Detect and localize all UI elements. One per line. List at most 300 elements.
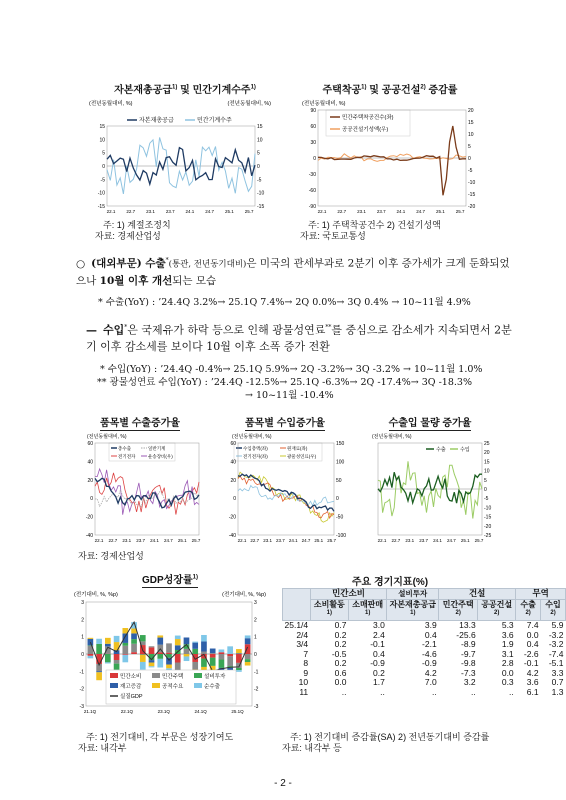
housing-xtick: 24.7 [416, 209, 426, 214]
import-legend-4: 광물성연료(우) [287, 454, 317, 459]
import-ytick-right: 150 [336, 441, 345, 447]
export-item-title: 품목별 수출증가율 [99, 418, 181, 429]
gdp-ytick: 1 [81, 634, 84, 641]
gdp-bar [192, 649, 198, 654]
dash-mark: — [86, 323, 97, 337]
volume-ytick-right: 10 [484, 468, 490, 475]
page-number: - 2 - [274, 778, 292, 789]
volume-unit: (전년동월대비, %) [372, 434, 412, 440]
gdp-bar [184, 649, 190, 654]
volume-ytick-right: 0 [484, 487, 487, 493]
gdp-right-unit: (전기대비, %, %p) [222, 592, 266, 598]
volume-chart [362, 429, 498, 551]
gdp-bar [210, 658, 216, 666]
table-cell: 3.2 [463, 677, 476, 688]
capex-xtick: 25.7 [244, 209, 254, 214]
gdp-bar [88, 656, 94, 658]
table-subheader: 자본재총공급$^{1)}$ [387, 599, 439, 621]
table-row [283, 678, 566, 688]
capex-ytick: 15 [99, 124, 105, 130]
housing-xtick: 22.1 [317, 209, 327, 214]
table-cell: -2.6 [523, 648, 539, 659]
export-item-unit: (전년동월대비, %) [87, 434, 127, 440]
table-cell: 0.3 [501, 677, 514, 688]
table-cell: 2.4 [373, 629, 385, 640]
export-xtick: 24.7 [163, 538, 173, 543]
table-row [283, 621, 566, 631]
gdp-bar [114, 654, 120, 660]
capex-ytick-right: 10 [257, 137, 263, 144]
export-legend-2: 일반기계 [148, 446, 166, 451]
table-corner [283, 589, 311, 621]
gdp-bar [88, 638, 94, 639]
import-xtick: 24.1 [288, 538, 298, 543]
indicator-table [282, 588, 566, 697]
housing-chart-title: 주택착공$^{1)}$ 및 공공건설$^{2)}$ 증감률 [322, 84, 458, 96]
housing-ytick-right: -15 [468, 192, 476, 198]
capex-chart-title: 자본재총공급$^{1)}$ 및 민간기계수주$^{1)}$ [114, 84, 256, 96]
import-xtick: 25.1 [314, 538, 324, 543]
export-legend-3: 전기전자 [118, 454, 136, 459]
gdp-bar [245, 654, 251, 659]
gdp-bar [192, 642, 198, 643]
gdp-bar [166, 653, 172, 654]
gdp-bar [157, 638, 163, 645]
table-cell: .. [341, 686, 347, 697]
gdp-ytick-right: 1 [254, 634, 257, 641]
gdp-ytick: 3 [81, 600, 84, 606]
import-item-title: 품목별 수입증가율 [244, 418, 326, 429]
housing-ytick: 60 [310, 124, 316, 130]
gdp-bar [236, 649, 242, 653]
table-cell: 0.7 [334, 620, 347, 631]
gdp-bar [166, 643, 172, 652]
export-item-legend [109, 443, 175, 461]
table-cell: 0.6 [334, 667, 347, 678]
gdp-bar [140, 654, 146, 655]
gdp-bar [175, 636, 181, 640]
table-group-construction: 건설 [439, 589, 516, 600]
capex-left-unit: (전년동월대비, %) [89, 101, 133, 107]
gdp-bar [245, 638, 251, 644]
import-ytick: 40 [230, 459, 236, 466]
table-cell: -25.6 [456, 629, 476, 640]
table-row-label: 10 [298, 677, 309, 688]
capex-ytick: 0 [102, 164, 105, 170]
gdp-bar [105, 644, 111, 647]
table-cell: 13.3 [459, 620, 476, 631]
gdp-bar [157, 635, 163, 637]
table-cell: 2.8 [501, 658, 514, 669]
gdp-bar [88, 654, 94, 656]
table-cell: 3.9 [424, 620, 437, 631]
gdp-bar [122, 655, 128, 662]
gdp-left-unit: (전기대비, %, %p) [74, 592, 118, 598]
housing-xtick: 25.1 [436, 209, 445, 214]
table-cell: 7.4 [526, 620, 539, 631]
gdp-xtick: 25.1Q [231, 709, 244, 714]
table-title: 주요 경기지표(%) [351, 577, 429, 588]
table-subheader: 공공건설$^{2)}$ [478, 599, 516, 621]
gdp-bar [122, 654, 128, 655]
table-cell: -3.2 [548, 639, 564, 650]
gdp-bar [227, 656, 233, 666]
table-subheader: 민간주택$^{2)}$ [439, 599, 478, 621]
table-cell: 0.0 [501, 667, 514, 678]
housing-ytick: -60 [308, 188, 316, 194]
import-xtick: 23.7 [276, 538, 285, 543]
housing-ytick-right: 0 [468, 156, 471, 162]
gdp-bar [227, 654, 233, 656]
capex-ytick: -10 [97, 190, 105, 197]
gdp-bar [192, 643, 198, 649]
export-xtick: 25.7 [191, 538, 201, 543]
import-item-legend [234, 443, 322, 461]
export-xtick: 25.1 [177, 538, 187, 543]
gdp-ytick-right: 2 [254, 617, 257, 624]
gdp-bar [122, 633, 128, 642]
table-cell: -7.4 [548, 648, 564, 659]
capex-ytick: -5 [100, 177, 105, 184]
gdp-bar [149, 660, 155, 662]
table-cell: -0.5 [331, 648, 347, 659]
gdp-note: 주: 1) 전기대비, 각 부문은 성장기여도 [86, 732, 234, 742]
gdp-bar [105, 662, 111, 663]
gdp-xtick: 21.1Q [83, 709, 97, 714]
gdp-xtick: 22.1Q [120, 709, 134, 714]
export-ytick: -20 [85, 514, 93, 521]
volume-xtick: 23.7 [419, 538, 428, 543]
volume-xtick: 24.1 [433, 538, 442, 543]
housing-xtick: 23.1 [357, 209, 366, 214]
table-cell: 5.3 [501, 620, 514, 631]
gdp-bar [131, 639, 137, 644]
housing-legend-1: 민간주택착공건수(좌) [342, 115, 394, 121]
gdp-ytick: 2 [81, 617, 84, 624]
volume-xtick: 25.7 [474, 538, 484, 543]
table-cell: -3.2 [548, 629, 564, 640]
table-group-capex: 설비투자 [387, 589, 439, 600]
table-cell: 0.4 [373, 648, 385, 659]
gdp-bar [140, 662, 146, 670]
volume-ytick-right: 15 [484, 459, 490, 466]
capex-xtick: 25.1 [225, 209, 234, 214]
volume-xtick: 24.7 [446, 538, 456, 543]
capex-xtick: 24.7 [205, 209, 215, 214]
volume-ytick-right: -10 [484, 505, 492, 512]
table-cell: -7.3 [461, 667, 476, 678]
capex-legend-1: 자본재총공급 [139, 118, 174, 124]
gdp-ytick: 0 [81, 652, 84, 658]
gdp-bar [227, 646, 233, 654]
gdp-bar [219, 652, 225, 654]
housing-xtick: 22.7 [337, 209, 347, 214]
gdp-source: 자료: 내각부 [78, 743, 127, 753]
import-item-chart [222, 429, 352, 551]
capex-right-unit: (전년동월대비, %) [227, 101, 271, 107]
table-cell: 0.2 [334, 639, 347, 650]
gdp-bar [245, 662, 251, 666]
gdp-bar [96, 644, 102, 654]
gdp-xtick: 23.1Q [157, 709, 170, 714]
volume-xtick: 25.1 [460, 538, 470, 543]
gdp-bar [149, 666, 155, 667]
gdp-bar [105, 654, 111, 662]
volume-ytick-right: 25 [484, 441, 490, 447]
capex-xtick: 23.7 [165, 209, 175, 214]
table-note: 주: 1) 전기대비 증감률(SA) 2) 전년동기대비 증감률 [290, 732, 490, 742]
table-cell: -0.1 [370, 639, 385, 650]
export-xtick: 22.1 [94, 538, 104, 543]
volume-ytick-right: -25 [484, 533, 492, 539]
table-group-consumption: 민간소비 [310, 589, 387, 600]
gdp-bar [184, 656, 190, 661]
gdp-bar [236, 653, 242, 654]
gdp-ytick: -2 [79, 686, 84, 693]
trade-source: 자료: 경제산업성 [78, 551, 144, 561]
gdp-bar [210, 654, 216, 658]
table-cell: -5.1 [548, 658, 564, 669]
export-xtick: 22.7 [108, 538, 118, 543]
volume-ytick-right: -5 [484, 496, 489, 503]
export-footnote: * 수출(YoY) : ’24.4Q 3.2%→ 25.1Q 7.4%→ 2Q 0.0%→ 3Q 0.4% → 10~11월 4.9% [98, 297, 471, 308]
housing-ytick: 30 [310, 140, 316, 146]
import-ytick-right: 50 [336, 477, 342, 484]
table-row-label: 7 [303, 648, 309, 659]
table-cell: 7.0 [424, 677, 437, 688]
housing-chart [298, 96, 488, 220]
housing-ytick-right: 5 [468, 144, 471, 150]
volume-legend-1: 수출 [436, 447, 446, 453]
table-row-label: 8 [303, 658, 309, 669]
export-xtick: 23.7 [136, 538, 145, 543]
import-xtick: 24.7 [301, 538, 311, 543]
gdp-bar [149, 663, 155, 667]
table-cell: 1.3 [551, 686, 564, 697]
bullet-import: — 수입*은 국제유가 하락 등으로 인해 광물성연료**를 중심으로 감소세가 지속되면서 2분기 이후 감소세를 보이다 10월 이후 소폭 증가 전환 [86, 323, 512, 353]
volume-xtick: 22.7 [391, 538, 401, 543]
table-cell: .. [380, 686, 385, 697]
housing-ytick-right: 10 [468, 132, 474, 138]
table-cell: -9.7 [461, 648, 476, 659]
gdp-bar [114, 664, 120, 670]
gdp-legend-item: 실질GDP [120, 694, 143, 700]
gdp-bar [210, 653, 216, 654]
table-cell: -4.6 [422, 648, 437, 659]
table-cell: 1.9 [501, 639, 514, 650]
housing-ytick: -30 [308, 172, 316, 178]
housing-ytick-right: -10 [468, 180, 476, 186]
capex-ytick: 5 [102, 150, 105, 157]
gdp-bar [236, 668, 242, 670]
gdp-bar [122, 646, 128, 654]
gdp-bar [88, 645, 94, 646]
gdp-ytick-right: 3 [254, 600, 257, 606]
gdp-chart [70, 586, 270, 726]
import-footnote-3: → 10~11월 -10.4% [245, 390, 334, 401]
capex-ytick-right: -5 [257, 177, 262, 184]
volume-legend-2: 수입 [460, 447, 470, 453]
bullet-mark: ○ [76, 257, 86, 270]
import-ytick: -20 [228, 514, 236, 521]
table-cell: .. [470, 686, 476, 697]
capex-xtick: 22.1 [106, 209, 116, 214]
gdp-bar [236, 670, 242, 672]
gdp-bar [175, 645, 181, 650]
table-row-label: 3/4 [296, 639, 309, 650]
gdp-bar [131, 633, 137, 639]
export-xtick: 24.1 [150, 538, 159, 543]
gdp-legend-item: 순수출 [204, 684, 220, 690]
capex-xtick: 23.1 [146, 209, 155, 214]
export-ytick: -40 [85, 533, 93, 539]
gdp-bar [140, 655, 146, 662]
gdp-bar [201, 652, 207, 654]
housing-ytick-right: -5 [468, 168, 473, 174]
import-xtick: 22.7 [250, 538, 260, 543]
export-ytick: 40 [87, 459, 93, 466]
housing-ytick-right: -20 [468, 204, 476, 210]
volume-xtick: 22.1 [377, 538, 387, 543]
import-xtick: 23.1 [263, 538, 272, 543]
table-cell: .. [431, 686, 437, 697]
table-subheader: 소매판매$^{1)}$ [349, 599, 387, 621]
table-row-label: 25.1/4 [284, 620, 309, 631]
bullet-export: ○ (대외부문) 수출*(통관, 전년동기대비)은 미국의 관세부과로 2분기 이후 증가세가 크게 둔화되었으나 10월 이후 개선되는 모습 [76, 257, 510, 287]
gdp-ytick-right: -2 [254, 686, 259, 693]
gdp-bar [219, 660, 225, 668]
import-footnote-2: ** 광물성연료 수입(YoY) : ’24.4Q -12.5%→ 25.1Q -6.3%→ 2Q -17.4%→ 3Q -18.3% [97, 377, 472, 388]
table-row [283, 659, 566, 669]
volume-ytick-right: -15 [484, 514, 492, 521]
export-ytick: 20 [87, 477, 93, 484]
capex-xtick: 22.7 [126, 209, 136, 214]
gdp-legend-item: 민간소비 [120, 674, 142, 680]
gdp-legend-item: 재고증감 [120, 684, 142, 690]
import-ytick: 20 [230, 477, 236, 484]
gdp-bar [96, 671, 102, 672]
capex-chart [85, 96, 275, 220]
import-xtick: 25.7 [327, 538, 336, 543]
table-cell: 3.6 [501, 629, 514, 640]
table-cell: 0.2 [373, 667, 385, 678]
gdp-bar [149, 646, 155, 647]
table-row [283, 688, 566, 698]
gdp-bar [245, 659, 251, 662]
gdp-ytick-right: -3 [254, 704, 259, 710]
gdp-bar [149, 647, 155, 654]
gdp-bar [140, 635, 146, 641]
volume-ytick-right: 20 [484, 450, 490, 457]
table-cell: 4.2 [424, 667, 437, 678]
import-ytick-right: -50 [336, 514, 344, 521]
capex-ytick-right: 0 [257, 164, 260, 170]
gdp-legend [106, 670, 236, 704]
volume-legend [426, 446, 470, 453]
table-cell: 5.9 [551, 620, 564, 631]
indicator-table-wrap [282, 588, 566, 697]
gdp-ytick: -1 [79, 669, 84, 676]
table-cell: 0.7 [551, 677, 564, 688]
table-cell: 3.6 [526, 677, 539, 688]
gdp-bar [175, 639, 181, 645]
capex-xtick: 24.1 [185, 209, 195, 214]
import-ytick-right: 100 [336, 459, 345, 466]
table-cell: 0.4 [526, 639, 539, 650]
capex-ytick: 10 [99, 137, 105, 144]
import-ytick: 0 [233, 496, 236, 503]
gdp-bar [157, 652, 163, 654]
gdp-bar [157, 654, 163, 659]
gdp-bar [219, 654, 225, 660]
gdp-bar [175, 662, 181, 670]
table-row-label: 2/4 [296, 629, 309, 640]
housing-source: 자료: 국토교통성 [300, 231, 366, 241]
volume-ytick-right: 5 [484, 477, 487, 484]
housing-xtick: 24.1 [396, 209, 406, 214]
volume-xtick: 23.1 [405, 538, 415, 543]
gdp-bar [105, 638, 111, 644]
table-cell: 0.0 [526, 629, 539, 640]
import-ytick: -40 [228, 533, 236, 539]
table-cell: 0.2 [334, 629, 347, 640]
table-cell: 0.2 [334, 658, 347, 669]
gdp-legend-item: 공적수요 [162, 684, 184, 690]
housing-ytick-right: 20 [468, 108, 474, 114]
gdp-bar [96, 672, 102, 680]
capex-legend-2: 민간기계수주 [197, 118, 232, 124]
export-ytick: 0 [90, 496, 93, 503]
gdp-bar [184, 637, 190, 644]
capex-ytick-right: 5 [257, 150, 260, 157]
import-ytick: 60 [230, 441, 236, 447]
table-subheader: 수입$^{2)}$ [541, 599, 566, 621]
capex-note: 주: 1) 계절조정치 [103, 220, 171, 230]
table-row-label: 9 [303, 667, 309, 678]
import-legend-1: 수입총액(좌) [243, 446, 268, 451]
table-cell: -2.1 [422, 639, 437, 650]
capex-source: 자료: 경제산업성 [95, 231, 161, 241]
volume-plot [378, 441, 492, 543]
table-cell: 3.1 [501, 648, 514, 659]
table-cell: .. [508, 686, 514, 697]
gdp-bar [88, 639, 94, 646]
table-cell: -9.8 [461, 658, 476, 669]
table-cell: -0.9 [422, 658, 437, 669]
table-subheader: 수출$^{2)}$ [516, 599, 541, 621]
table-cell: 3.3 [551, 667, 564, 678]
gdp-bar [114, 636, 120, 642]
gdp-xtick: 24.1Q [194, 709, 207, 714]
gdp-bar [210, 649, 216, 654]
gdp-bar [166, 665, 172, 669]
gdp-bar [192, 662, 198, 670]
housing-note: 주: 1) 주택착공건수 2) 건설기성액 [308, 220, 441, 230]
gdp-bar [131, 652, 137, 654]
housing-ytick: 90 [310, 108, 316, 114]
housing-xtick: 25.7 [455, 209, 465, 214]
table-cell: -8.9 [461, 639, 476, 650]
capex-ytick-right: 15 [257, 124, 263, 130]
table-row [283, 669, 566, 679]
table-cell: 0.4 [424, 629, 437, 640]
table-cell: 3.0 [373, 620, 385, 631]
import-ytick-right: -100 [336, 533, 347, 539]
import-footnote-1: * 수입(YoY) : ’24.4Q -0.4%→ 25.1Q 5.9%→ 2Q -3.2%→ 3Q -3.2% → 10~11월 1.0% [100, 364, 483, 375]
gdp-bar [131, 644, 137, 652]
export-legend-1: 총수출 [118, 446, 132, 451]
gdp-ytick-right: -1 [254, 669, 259, 676]
